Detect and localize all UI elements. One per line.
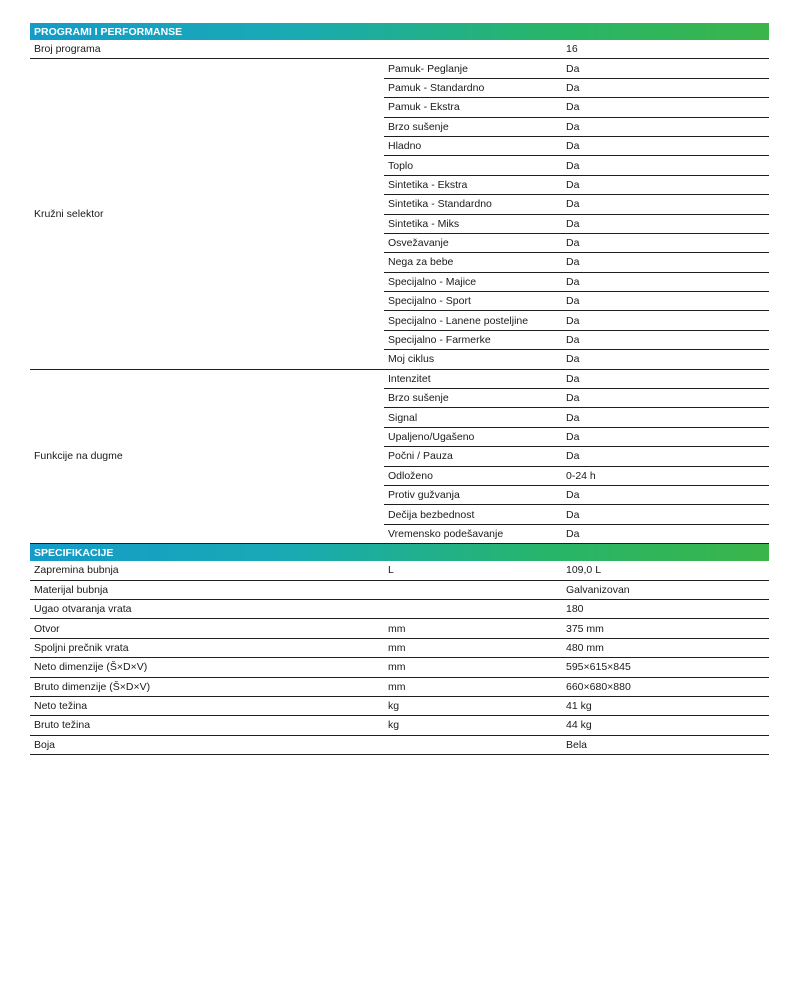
feature-name: Upaljeno/Ugašeno <box>384 427 562 446</box>
feature-row <box>30 369 769 388</box>
feature-name: Osvežavanje <box>384 233 562 252</box>
spec-table-body <box>30 23 769 755</box>
spec-unit: mm <box>384 638 562 657</box>
feature-name: Nega za bebe <box>384 253 562 272</box>
feature-name: Dečija bezbednost <box>384 505 562 524</box>
feature-name: Signal <box>384 408 562 427</box>
spec-unit <box>384 40 562 59</box>
feature-name: Specijalno - Farmerke <box>384 330 562 349</box>
spec-row <box>30 696 769 715</box>
spec-label: Broj programa <box>30 40 384 59</box>
feature-value: Da <box>562 485 769 504</box>
spec-value: 595×615×845 <box>562 658 769 677</box>
spec-value: 375 mm <box>562 619 769 638</box>
feature-name: Brzo sušenje <box>384 389 562 408</box>
spec-value: 660×680×880 <box>562 677 769 696</box>
feature-name: Pamuk - Standardno <box>384 78 562 97</box>
feature-name: Odloženo <box>384 466 562 485</box>
feature-name: Sintetika - Miks <box>384 214 562 233</box>
feature-value: Da <box>562 175 769 194</box>
feature-value: Da <box>562 311 769 330</box>
feature-name: Vremensko podešavanje <box>384 524 562 543</box>
spec-label: Neto dimenzije (Š×D×V) <box>30 658 384 677</box>
spec-label: Spoljni prečnik vrata <box>30 638 384 657</box>
spec-value: 41 kg <box>562 696 769 715</box>
feature-value: Da <box>562 524 769 543</box>
group-label: Funkcije na dugme <box>30 369 384 544</box>
feature-value: Da <box>562 59 769 78</box>
feature-value: Da <box>562 350 769 369</box>
spec-unit: mm <box>384 677 562 696</box>
feature-value: Da <box>562 253 769 272</box>
feature-name: Sintetika - Ekstra <box>384 175 562 194</box>
feature-value: Da <box>562 330 769 349</box>
spec-unit <box>384 735 562 754</box>
section-title: SPECIFIKACIJE <box>30 544 769 562</box>
feature-value: Da <box>562 292 769 311</box>
spec-label: Zapremina bubnja <box>30 561 384 580</box>
feature-value: Da <box>562 233 769 252</box>
feature-value: 0-24 h <box>562 466 769 485</box>
feature-value: Da <box>562 447 769 466</box>
spec-sheet <box>30 23 769 755</box>
spec-row <box>30 580 769 599</box>
feature-value: Da <box>562 272 769 291</box>
feature-name: Toplo <box>384 156 562 175</box>
spec-label: Materijal bubnja <box>30 580 384 599</box>
spec-unit <box>384 580 562 599</box>
spec-unit: mm <box>384 619 562 638</box>
spec-unit <box>384 599 562 618</box>
spec-row <box>30 40 769 59</box>
feature-name: Sintetika - Standardno <box>384 195 562 214</box>
spec-value: 180 <box>562 599 769 618</box>
feature-row <box>30 59 769 78</box>
feature-name: Hladno <box>384 136 562 155</box>
spec-value: Galvanizovan <box>562 580 769 599</box>
spec-row <box>30 658 769 677</box>
spec-label: Ugao otvaranja vrata <box>30 599 384 618</box>
spec-row <box>30 599 769 618</box>
spec-row <box>30 561 769 580</box>
section-header <box>30 23 769 40</box>
feature-value: Da <box>562 195 769 214</box>
spec-unit: mm <box>384 658 562 677</box>
spec-row <box>30 716 769 735</box>
feature-name: Specijalno - Lanene posteljine <box>384 311 562 330</box>
feature-name: Pamuk - Ekstra <box>384 98 562 117</box>
feature-value: Da <box>562 408 769 427</box>
spec-value: 16 <box>562 40 769 59</box>
feature-value: Da <box>562 505 769 524</box>
feature-value: Da <box>562 369 769 388</box>
feature-name: Brzo sušenje <box>384 117 562 136</box>
spec-unit: L <box>384 561 562 580</box>
feature-name: Počni / Pauza <box>384 447 562 466</box>
feature-value: Da <box>562 117 769 136</box>
group-label: Kružni selektor <box>30 59 384 369</box>
feature-name: Specijalno - Majice <box>384 272 562 291</box>
spec-label: Neto težina <box>30 696 384 715</box>
spec-row <box>30 638 769 657</box>
feature-value: Da <box>562 78 769 97</box>
spec-value: 44 kg <box>562 716 769 735</box>
spec-row <box>30 619 769 638</box>
feature-value: Da <box>562 389 769 408</box>
spec-value: 109,0 L <box>562 561 769 580</box>
feature-value: Da <box>562 214 769 233</box>
spec-label: Boja <box>30 735 384 754</box>
feature-name: Intenzitet <box>384 369 562 388</box>
feature-name: Moj ciklus <box>384 350 562 369</box>
spec-unit: kg <box>384 716 562 735</box>
feature-value: Da <box>562 156 769 175</box>
section-title: PROGRAMI I PERFORMANSE <box>30 23 769 40</box>
spec-unit: kg <box>384 696 562 715</box>
spec-row <box>30 735 769 754</box>
feature-name: Specijalno - Sport <box>384 292 562 311</box>
spec-row <box>30 677 769 696</box>
spec-value: Bela <box>562 735 769 754</box>
spec-label: Bruto težina <box>30 716 384 735</box>
feature-value: Da <box>562 136 769 155</box>
spec-table <box>30 23 769 755</box>
feature-name: Protiv gužvanja <box>384 485 562 504</box>
spec-value: 480 mm <box>562 638 769 657</box>
section-header <box>30 544 769 562</box>
feature-name: Pamuk- Peglanje <box>384 59 562 78</box>
feature-value: Da <box>562 427 769 446</box>
spec-label: Otvor <box>30 619 384 638</box>
spec-label: Bruto dimenzije (Š×D×V) <box>30 677 384 696</box>
feature-value: Da <box>562 98 769 117</box>
